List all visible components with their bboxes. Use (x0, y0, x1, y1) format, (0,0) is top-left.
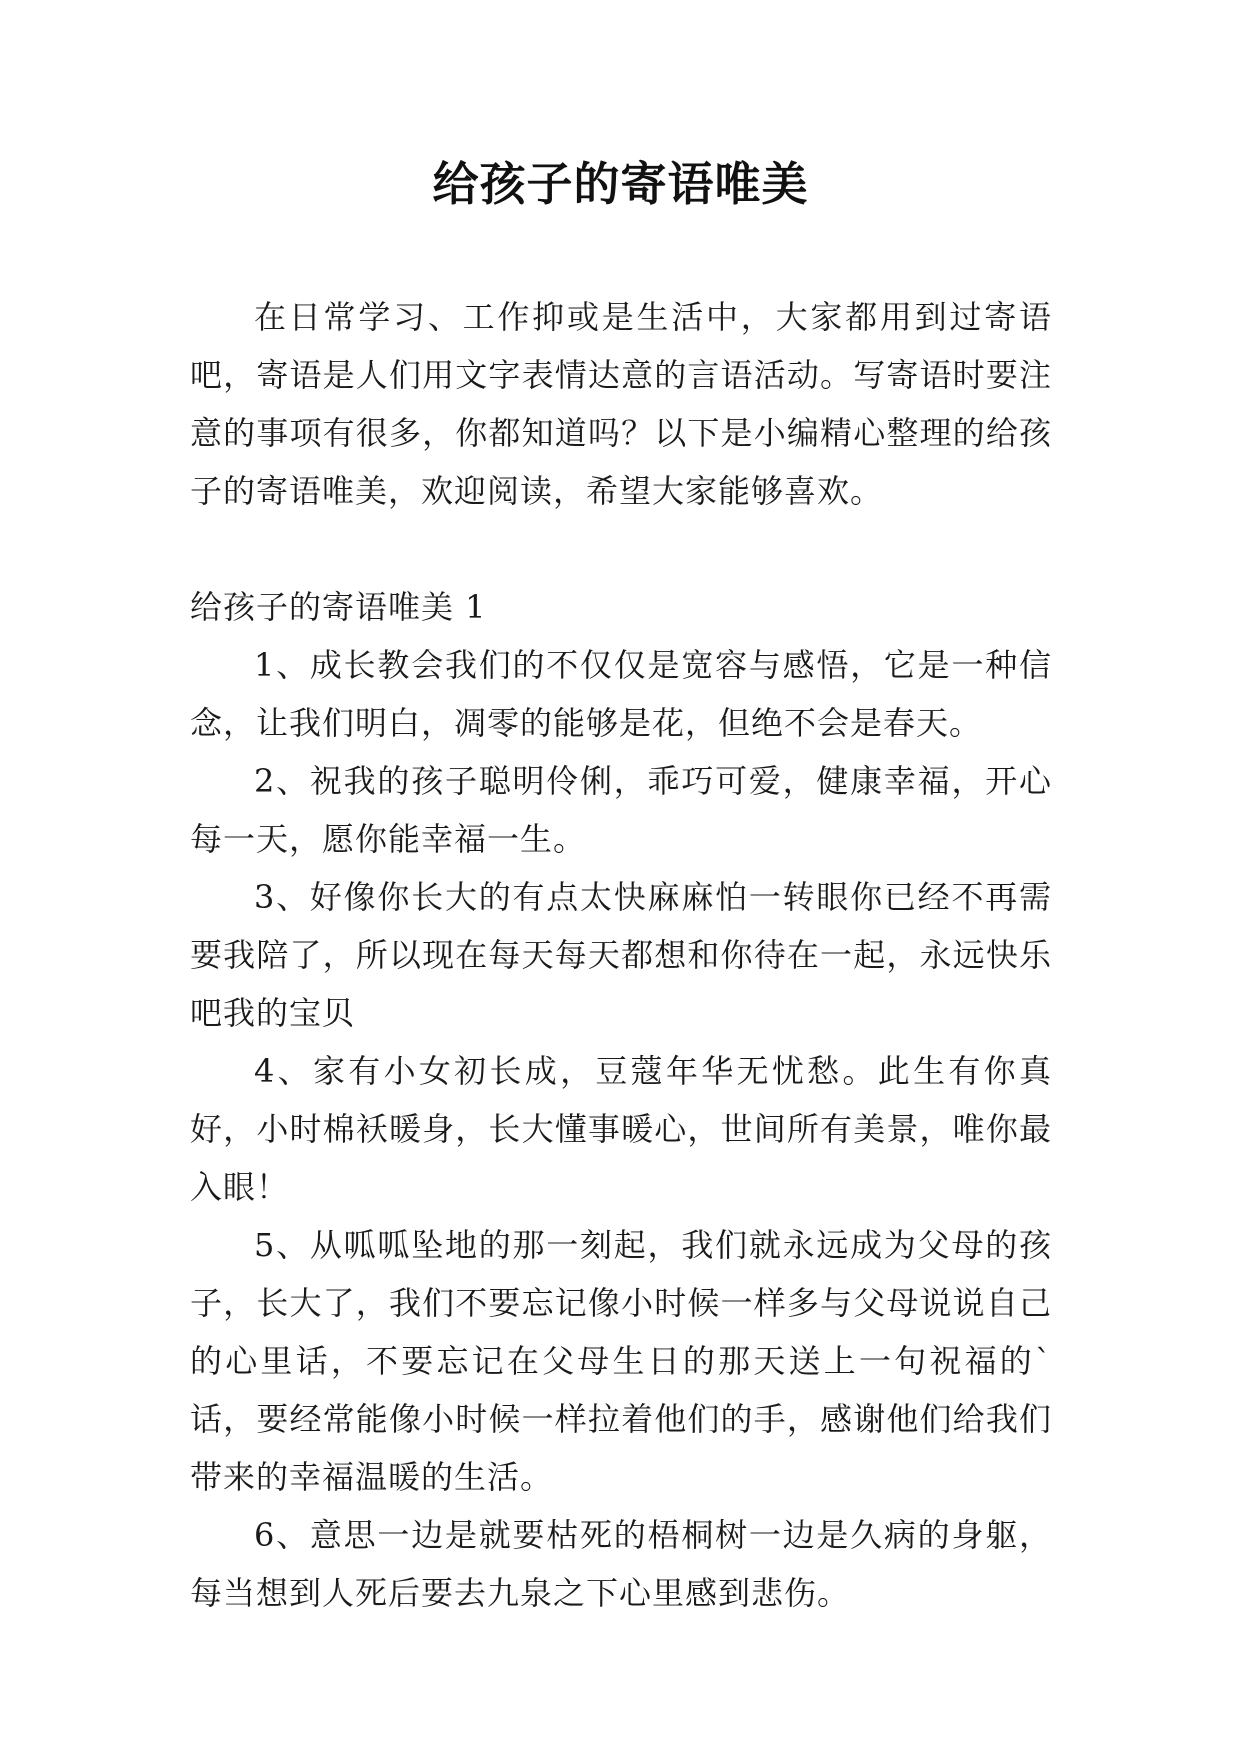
list-item: 2、祝我的孩子聪明伶俐，乖巧可爱，健康幸福，开心每一天，愿你能幸福一生。 (190, 762, 1052, 858)
section-heading: 给孩子的寄语唯美 1 (190, 588, 487, 626)
list-item: 5、从呱呱坠地的那一刻起，我们就永远成为父母的孩子，长大了，我们不要忘记像小时候一样多与父母说说自己的心里话，不要忘记在父母生日的那天送上一句祝福的`话，要经常能像小时候一样拉着他们的手，感谢他们给我们带来的幸福温暖的生活。 (190, 1226, 1052, 1496)
document-body (190, 288, 1052, 1622)
intro-paragraph: 在日常学习、工作抑或是生活中，大家都用到过寄语吧，寄语是人们用文字表情达意的言语活动。写寄语时要注意的事项有很多，你都知道吗？以下是小编精心整理的给孩子的寄语唯美，欢迎阅读，希望大家能够喜欢。 (190, 298, 1052, 510)
list-item: 6、意思一边是就要枯死的梧桐树一边是久病的身躯，每当想到人死后要去九泉之下心里感到悲伤。 (190, 1516, 1052, 1612)
list-item: 4、家有小女初长成，豆蔻年华无忧愁。此生有你真好，小时棉袄暖身，长大懂事暖心，世间所有美景，唯你最入眼！ (190, 1052, 1052, 1206)
document-title: 给孩子的寄语唯美 (432, 157, 809, 211)
list-item: 1、成长教会我们的不仅仅是宽容与感悟，它是一种信念，让我们明白，凋零的能够是花，但绝不会是春天。 (190, 646, 1052, 742)
list-item: 3、好像你长大的有点太快麻麻怕一转眼你已经不再需要我陪了，所以现在每天每天都想和你待在一起，永远快乐吧我的宝贝 (190, 878, 1052, 1032)
